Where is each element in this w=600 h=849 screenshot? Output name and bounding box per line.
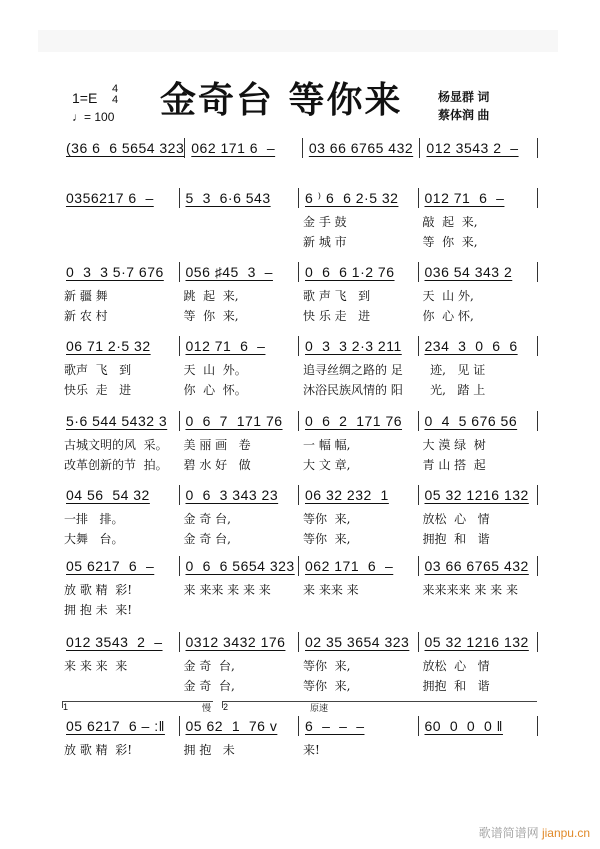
- score-row: [60, 188, 538, 252]
- lyric-segment: 青 山 搭 起: [422, 458, 486, 472]
- lyric-segment: 追寻丝绸之路的 足: [303, 363, 403, 377]
- lyric-segment: 改革创新的节 拍。: [64, 458, 168, 472]
- lyric-segment: [419, 600, 539, 620]
- volta-1-label: 1: [63, 702, 69, 712]
- lyric-segment: 新 疆 舞: [64, 289, 108, 303]
- notes-line: [60, 262, 538, 282]
- lyric-segment: 等你 来,: [303, 512, 351, 526]
- tempo-marking: ♩= 100: [72, 110, 115, 124]
- measure: 0 3 3 5·7 676: [60, 262, 180, 282]
- slow-mark: 慢: [202, 703, 212, 713]
- notes-line: [60, 632, 538, 652]
- measure: 234 3 0 6 6: [419, 336, 539, 356]
- measure: 062 171 6 –: [299, 556, 419, 576]
- lyric-segment: 天 山 外,: [422, 289, 474, 303]
- lyric-segment: 来来来来 来 来 来: [422, 583, 518, 597]
- lyrics-line: [60, 306, 538, 326]
- measure: 06 32 232 1: [299, 485, 419, 505]
- lyric-segment: 跳 起 来,: [183, 289, 239, 303]
- lyric-segment: 拥 抱 未 来!: [64, 603, 133, 617]
- header-band: [38, 30, 558, 52]
- measure: 02 35 3654 323: [299, 632, 419, 652]
- notes-line: [60, 556, 538, 576]
- measure: 05 32 1216 132: [419, 632, 539, 652]
- time-signature: [112, 84, 118, 106]
- lyric-segment: 敲 起 来,: [422, 215, 478, 229]
- lyric-segment: [419, 740, 539, 760]
- lyric-segment: 拥抱 和 谐: [422, 532, 490, 546]
- time-top: 4: [112, 83, 119, 95]
- lyric-segment: 你 心 怀,: [422, 309, 474, 323]
- key-signature: 1=E: [72, 90, 98, 106]
- lyric-segment: 放松 心 情: [422, 659, 490, 673]
- measure: 6 – – –: [299, 716, 419, 736]
- measure: 03 66 6765 432: [303, 138, 421, 158]
- lyricist-credit: 杨显群 词: [438, 90, 490, 104]
- lyrics-line: [60, 162, 538, 182]
- notes-line: [60, 336, 538, 356]
- lyric-segment: 光, 踏 上: [422, 383, 486, 397]
- measure: 0 4 5 676 56: [419, 411, 539, 431]
- lyric-segment: 快乐 走 进: [64, 383, 132, 397]
- original-tempo-mark: 原速: [310, 703, 329, 713]
- score-row: [60, 632, 538, 696]
- lyrics-line: [60, 580, 538, 600]
- lyric-segment: 拥 抱 未: [183, 743, 235, 757]
- measure: 012 3543 2 –: [420, 138, 538, 158]
- lyric-segment: 放松 心 情: [422, 512, 490, 526]
- watermark: [479, 824, 590, 841]
- measure: 5·6 544 5432 3: [60, 411, 180, 431]
- lyric-segment: 等 你 来,: [183, 309, 239, 323]
- lyrics-line: [60, 435, 538, 455]
- lyrics-line: [60, 509, 538, 529]
- notes-line: [60, 188, 538, 208]
- measure: 5 3 6·6 543: [180, 188, 300, 208]
- lyric-segment: [60, 760, 180, 780]
- lyric-segment: [180, 232, 300, 252]
- lyric-segment: 一排 排。: [64, 512, 124, 526]
- lyric-segment: 新 城 市: [303, 235, 347, 249]
- lyric-segment: 新 农 村: [64, 309, 108, 323]
- measure: 0312 3432 176: [180, 632, 300, 652]
- lyric-segment: 歌 声 飞 到: [303, 289, 371, 303]
- lyrics-line: [60, 529, 538, 549]
- measure: 0 6 3 343 23: [180, 485, 300, 505]
- lyric-segment: 沐浴民族风情的 阳: [303, 383, 403, 397]
- measure: 0 6 2 171 76: [299, 411, 419, 431]
- measure: 0356217 6 –: [60, 188, 180, 208]
- lyric-segment: [419, 162, 539, 182]
- lyrics-line: [60, 286, 538, 306]
- watermark-url: jianpu.cn: [541, 826, 590, 840]
- song-title: 金奇台 等你来: [160, 79, 403, 121]
- lyric-segment: [180, 162, 300, 182]
- measure: 0 3 3 2·3 211: [299, 336, 419, 356]
- lyrics-line: [60, 760, 538, 780]
- score-row: [60, 411, 538, 475]
- lyric-segment: 大 文 章,: [303, 458, 351, 472]
- lyric-segment: [299, 162, 419, 182]
- measure: (36 6 6 5654 323: [60, 138, 185, 158]
- lyric-segment: 金 奇 台,: [183, 659, 235, 673]
- lyric-segment: 等你 来,: [303, 659, 351, 673]
- lyric-segment: 来 来来 来: [303, 583, 359, 597]
- measure: 05 6217 6 –: [60, 556, 180, 576]
- lyric-segment: 天 山 外。: [183, 363, 247, 377]
- lyrics-line: [60, 380, 538, 400]
- lyrics-line: [60, 232, 538, 252]
- measure: 06 71 2·5 32: [60, 336, 180, 356]
- score-row: [60, 262, 538, 326]
- notes-line: [60, 485, 538, 505]
- lyric-segment: 迹, 见 证: [422, 363, 486, 377]
- lyric-segment: 来!: [303, 743, 320, 757]
- lyric-segment: [299, 760, 419, 780]
- lyric-segment: [60, 232, 180, 252]
- notes-line: [60, 411, 538, 431]
- lyrics-line: [60, 360, 538, 380]
- lyrics-line: [60, 455, 538, 475]
- notes-line: [60, 138, 538, 158]
- lyric-segment: 你 心 怀。: [183, 383, 247, 397]
- notes-line: [60, 716, 538, 736]
- measure: 012 71 6 –: [419, 188, 539, 208]
- lyric-segment: 拥抱 和 谐: [422, 679, 490, 693]
- lyric-segment: 等 你 来,: [422, 235, 478, 249]
- lyric-segment: [299, 600, 419, 620]
- lyric-segment: [180, 212, 300, 232]
- lyric-segment: [60, 676, 180, 696]
- lyric-segment: [60, 212, 180, 232]
- measure: 012 3543 2 –: [60, 632, 180, 652]
- volta-1: [62, 701, 213, 712]
- measure: 05 62 1 76 v: [180, 716, 300, 736]
- lyric-segment: 歌声 飞 到: [64, 363, 132, 377]
- lyrics-line: [60, 656, 538, 676]
- volta-2-label: 2: [223, 702, 229, 712]
- lyric-segment: 大 漠 绿 树: [422, 438, 486, 452]
- measure: 056 ♯45 3 –: [180, 262, 300, 282]
- score-row: [60, 485, 538, 549]
- lyrics-line: [60, 676, 538, 696]
- lyric-segment: 来 来 来 来: [64, 659, 128, 673]
- lyric-segment: 美 丽 画 卷: [183, 438, 251, 452]
- lyric-segment: 古城文明的风 采。: [64, 438, 168, 452]
- volta-2: [222, 701, 537, 712]
- measure: 062 171 6 –: [185, 138, 303, 158]
- lyric-segment: 放 歌 精 彩!: [64, 583, 133, 597]
- lyric-segment: [60, 162, 180, 182]
- measure: 0 6 6 5654 323: [180, 556, 300, 576]
- lyric-segment: [180, 760, 300, 780]
- lyric-segment: [180, 600, 300, 620]
- lyric-segment: 等你 来,: [303, 532, 351, 546]
- measure: 05 6217 6 – :‖: [60, 716, 180, 736]
- lyric-segment: 放 歌 精 彩!: [64, 743, 133, 757]
- score-row: [60, 556, 538, 620]
- lyric-segment: 金 奇 台,: [183, 679, 235, 693]
- measure: 60 0 0 0 ‖: [419, 716, 539, 736]
- lyric-segment: 等你 来,: [303, 679, 351, 693]
- lyric-segment: 金 手 鼓: [303, 215, 347, 229]
- lyrics-line: [60, 212, 538, 232]
- lyric-segment: 来 来来 来 来 来: [183, 583, 271, 597]
- score-row: [60, 336, 538, 400]
- time-bottom: 4: [112, 94, 119, 106]
- lyric-segment: 金 奇 台,: [183, 532, 231, 546]
- lyrics-line: [60, 600, 538, 620]
- score-row: [60, 716, 538, 780]
- measure: 012 71 6 –: [180, 336, 300, 356]
- measure: 6 ⁾ 6 6 2·5 32: [299, 188, 419, 208]
- lyrics-line: [60, 740, 538, 760]
- measure: 05 32 1216 132: [419, 485, 539, 505]
- watermark-cn: 歌谱简谱网: [478, 826, 539, 840]
- lyric-segment: 大舞 台。: [64, 532, 124, 546]
- lyric-segment: 碧 水 好 做: [183, 458, 251, 472]
- lyric-segment: 一 幅 幅,: [303, 438, 351, 452]
- lyric-segment: [419, 760, 539, 780]
- lyric-segment: 金 奇 台,: [183, 512, 231, 526]
- composer-credit: 蔡体润 曲: [438, 108, 490, 122]
- measure: 0 6 6 1·2 76: [299, 262, 419, 282]
- measure: 03 66 6765 432: [419, 556, 539, 576]
- measure: 036 54 343 2: [419, 262, 539, 282]
- measure: 04 56 54 32: [60, 485, 180, 505]
- measure: 0 6 7 171 76: [180, 411, 300, 431]
- lyric-segment: 快 乐 走 进: [303, 309, 371, 323]
